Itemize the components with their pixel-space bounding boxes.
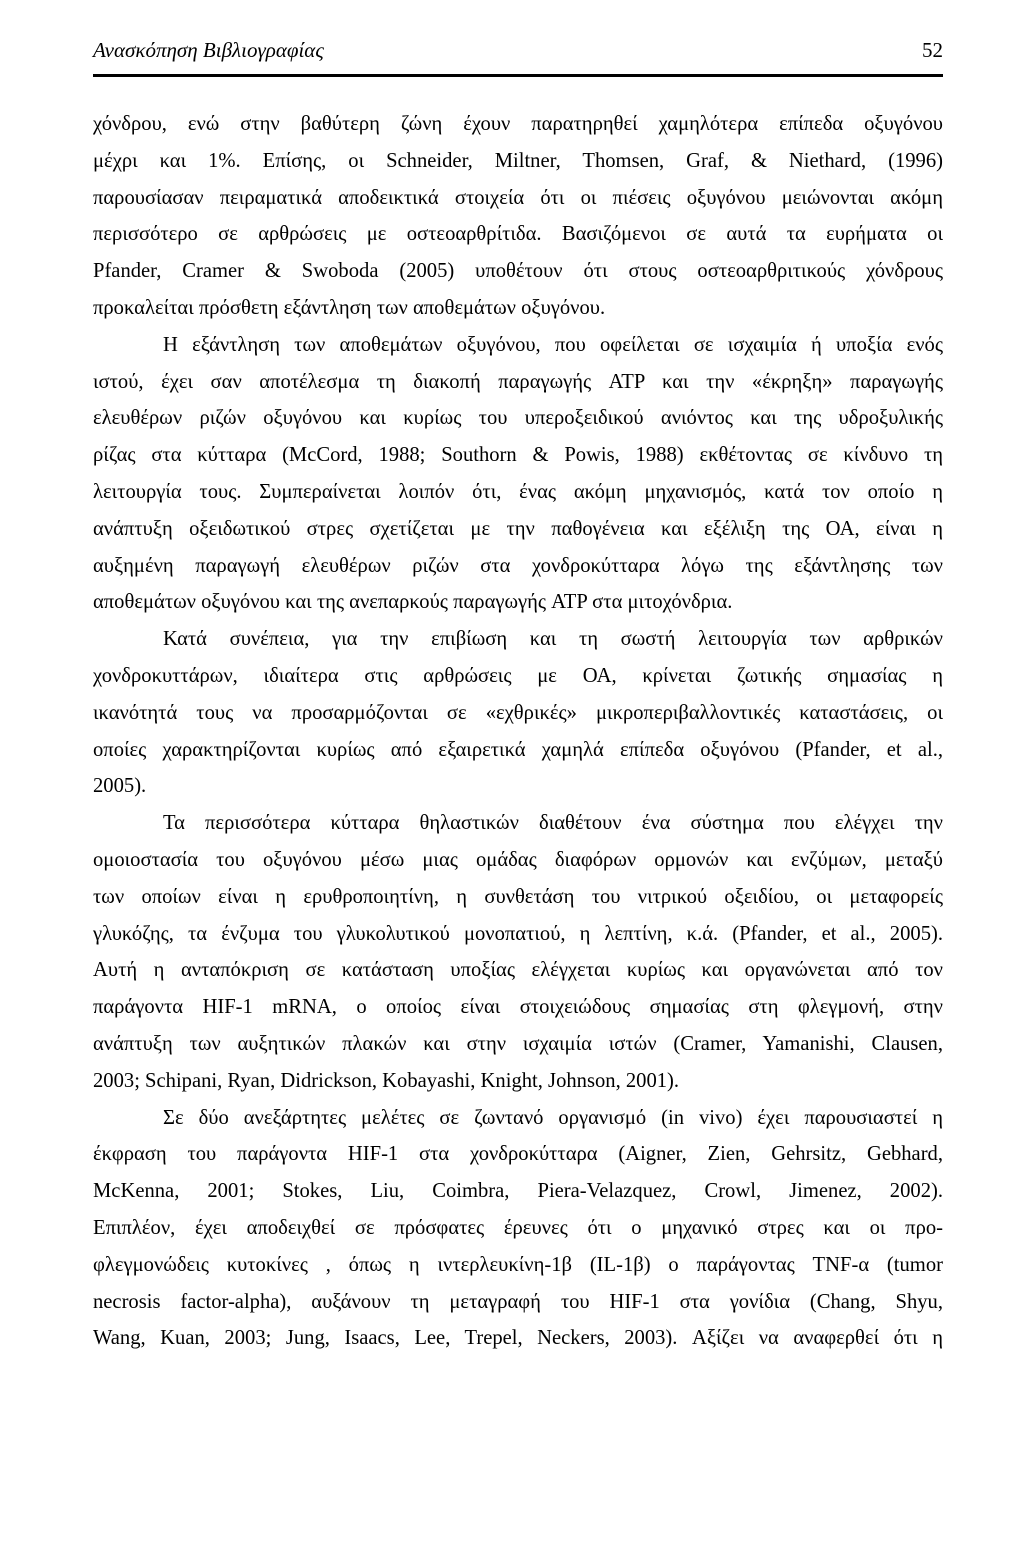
text-line: φλεγμονώδεις κυτοκίνες , όπως η ιντερλευκίνη-1β (IL-1β) ο παράγοντας TNF-α (tumor: [93, 1253, 943, 1276]
text-line: Η εξάντληση των αποθεμάτων οξυγόνου, που οφείλεται σε ισχαιμία ή υποξία ενός: [163, 333, 943, 356]
text-line: 2005).: [93, 775, 147, 798]
text-line: παρουσίασαν πειραματικά αποδεικτικά στοιχεία ότι οι πιέσεις οξυγόνου μειώνονται ακόμη: [93, 186, 943, 209]
text-line: γλυκόζης, τα ένζυμα του γλυκολυτικού μονοπατιού, η λεπτίνη, κ.ά. (Pfander, et al., 2005).: [93, 922, 943, 945]
text-line: Σε δύο ανεξάρτητες μελέτες σε ζωντανό οργανισμό (in vivo) έχει παρουσιαστεί η: [163, 1106, 943, 1129]
running-header-title: Ανασκόπηση Βιβλιογραφίας: [93, 38, 324, 62]
text-line: Τα περισσότερα κύτταρα θηλαστικών διαθέτουν ένα σύστημα που ελέγχει την: [163, 812, 943, 835]
text-line: necrosis factor-alpha), αυξάνουν τη μεταγραφή του HIF-1 στα γονίδια (Chang, Shyu,: [93, 1290, 943, 1313]
text-line: ιστού, έχει σαν αποτέλεσμα τη διακοπή παραγωγής ATP και την «έκρηξη» παραγωγής: [93, 370, 943, 393]
text-line: ανάπτυξη των αυξητικών πλακών και στην ισχαιμία ιστών (Cramer, Yamanishi, Clausen,: [93, 1032, 943, 1055]
page-number: 52: [922, 38, 943, 62]
text-line: Αυτή η ανταπόκριση σε κατάσταση υποξίας ελέγχεται κυρίως και οργανώνεται από τον: [93, 959, 943, 982]
text-line: παράγοντα HIF-1 mRNA, ο οποίος είναι στοιχειώδους σημασίας στη φλεγμονή, στην: [93, 996, 943, 1019]
text-line: των οποίων είναι η ερυθροποιητίνη, η συνθετάση του νιτρικού οξειδίου, οι μεταφορείς: [93, 885, 943, 908]
text-line: αποθεμάτων οξυγόνου και της ανεπαρκούς παραγωγής ATP στα μιτοχόνδρια.: [93, 591, 733, 614]
text-line: μέχρι και 1%. Επίσης, οι Schneider, Miltner, Thomsen, Graf, & Niethard, (1996): [93, 149, 943, 172]
text-line: Επιπλέον, έχει αποδειχθεί σε πρόσφατες έρευνες ότι ο μηχανικό στρες και οι προ-: [93, 1216, 943, 1239]
text-line: περισσότερο σε αρθρώσεις με οστεοαρθρίτιδα. Βασιζόμενοι σε αυτά τα ευρήματα οι: [93, 223, 943, 246]
text-line: ικανότητά τους να προσαρμόζονται σε «εχθρικές» μικροπεριβαλλοντικές καταστάσεις, οι: [93, 701, 943, 724]
text-line: Pfander, Cramer & Swoboda (2005) υποθέτουν ότι στους οστεοαρθριτικούς χόνδρους: [93, 260, 943, 283]
text-line: 2003; Schipani, Ryan, Didrickson, Kobayashi, Knight, Johnson, 2001).: [93, 1069, 680, 1092]
text-line: ελευθέρων ριζών οξυγόνου και κυρίως του υπεροξειδικού ανιόντος και της υδροξυλικής: [93, 407, 943, 430]
text-line: έκφραση του παράγοντα HIF-1 στα χονδροκύτταρα (Aigner, Zien, Gehrsitz, Gebhard,: [93, 1143, 943, 1166]
text-line: McKenna, 2001; Stokes, Liu, Coimbra, Piera-Velazquez, Crowl, Jimenez, 2002).: [93, 1180, 943, 1203]
text-line: αυξημένη παραγωγή ελευθέρων ριζών στα χονδροκύτταρα λόγω της εξάντλησης των: [93, 554, 943, 577]
text-line: χόνδρου, ενώ στην βαθύτερη ζώνη έχουν παρατηρηθεί χαμηλότερα επίπεδα οξυγόνου: [93, 113, 943, 135]
body-text: [93, 106, 943, 1357]
text-line: χονδροκυττάρων, ιδιαίτερα στις αρθρώσεις με ΟΑ, κρίνεται ζωτικής σημασίας η: [93, 664, 943, 687]
page-header: [93, 38, 943, 68]
text-line: ομοιοστασία του οξυγόνου μέσω μιας ομάδας διαφόρων ορμονών και ενζύμων, μεταξύ: [93, 848, 943, 871]
text-line: οποίες χαρακτηρίζονται κυρίως από εξαιρετικά χαμηλά επίπεδα οξυγόνου (Pfander, et al.,: [93, 738, 943, 761]
text-line: Wang, Kuan, 2003; Jung, Isaacs, Lee, Trepel, Neckers, 2003). Αξίζει να αναφερθεί ότι η: [93, 1327, 943, 1350]
header-divider: [93, 74, 943, 77]
text-line: λειτουργία τους. Συμπεραίνεται λοιπόν ότι, ένας ακόμη μηχανισμός, κατά τον οποίο η: [93, 480, 943, 503]
text-line: προκαλείται πρόσθετη εξάντληση των αποθεμάτων οξυγόνου.: [93, 296, 606, 319]
text-line: Κατά συνέπεια, για την επιβίωση και τη σωστή λειτουργία των αρθρικών: [163, 628, 943, 651]
text-line: ρίζας στα κύτταρα (McCord, 1988; Southorn & Powis, 1988) εκθέτοντας σε κίνδυνο τη: [93, 444, 943, 467]
text-line: ανάπτυξη οξειδωτικού στρες σχετίζεται με την παθογένεια και εξέλιξη της ΟΑ, είναι η: [93, 517, 943, 540]
